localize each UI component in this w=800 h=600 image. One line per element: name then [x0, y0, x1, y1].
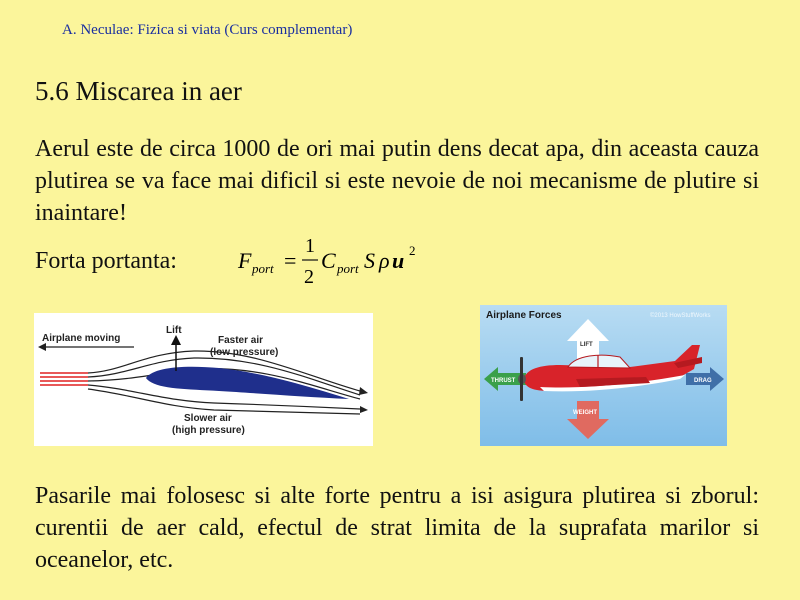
high-pressure-label: (high pressure): [172, 425, 245, 436]
formula-lhs: F: [238, 248, 252, 273]
forces-copyright: ©2013 HowStuffWorks: [650, 313, 711, 319]
forces-drag-label: DRAG: [694, 378, 712, 384]
faster-air-label: Faster air: [218, 335, 264, 346]
course-header: A. Neculae: Fizica si viata (Curs complementar): [62, 22, 353, 38]
motion-arrow-icon: [38, 343, 46, 351]
formula-coef-sub: port: [337, 261, 359, 276]
formula-label: Forta portanta:: [35, 248, 177, 274]
forces-thrust-label: THRUST: [491, 378, 516, 384]
airplane-moving-label: Airplane moving: [42, 333, 121, 344]
formula-area: S: [364, 248, 375, 273]
airfoil-shape: [146, 367, 349, 399]
formula-velocity: u: [392, 248, 405, 273]
airplane-forces-diagram: [480, 305, 727, 446]
lift-arrow-icon: [171, 335, 181, 345]
intro-paragraph: Aerul este de circa 1000 de ori mai putin dens decat apa, din aceasta cauza plutirea se va face mai dificil si este nevoie de noi mecanisme de plutire si inaintare!: [35, 136, 759, 226]
forces-title: Airplane Forces: [486, 310, 562, 321]
forces-lift-label: LIFT: [580, 342, 593, 348]
low-pressure-label: (low pressure): [210, 347, 279, 358]
formula-numerator: 1: [305, 235, 315, 257]
lift-label: Lift: [166, 325, 182, 336]
airfoil-diagram: [34, 313, 373, 446]
formula-coef: C: [321, 248, 336, 273]
slower-air-label: Slower air: [184, 413, 232, 424]
lift-formula: [236, 230, 426, 292]
forces-weight-label: WEIGHT: [573, 410, 597, 416]
formula-equals: =: [284, 248, 297, 273]
closing-paragraph: Pasarile mai folosesc si alte forte pentru a isi asigura plutirea si zborul: curentii de aer cald, efectul de strat limita de la suprafata marilor si oceanelor, etc.: [35, 483, 759, 573]
formula-lhs-sub: port: [252, 261, 274, 276]
formula-rho: ρ: [379, 248, 390, 273]
formula-denominator: 2: [304, 266, 314, 288]
formula-exponent: 2: [409, 243, 416, 258]
slide-title: 5.6 Miscarea in aer: [35, 76, 242, 106]
